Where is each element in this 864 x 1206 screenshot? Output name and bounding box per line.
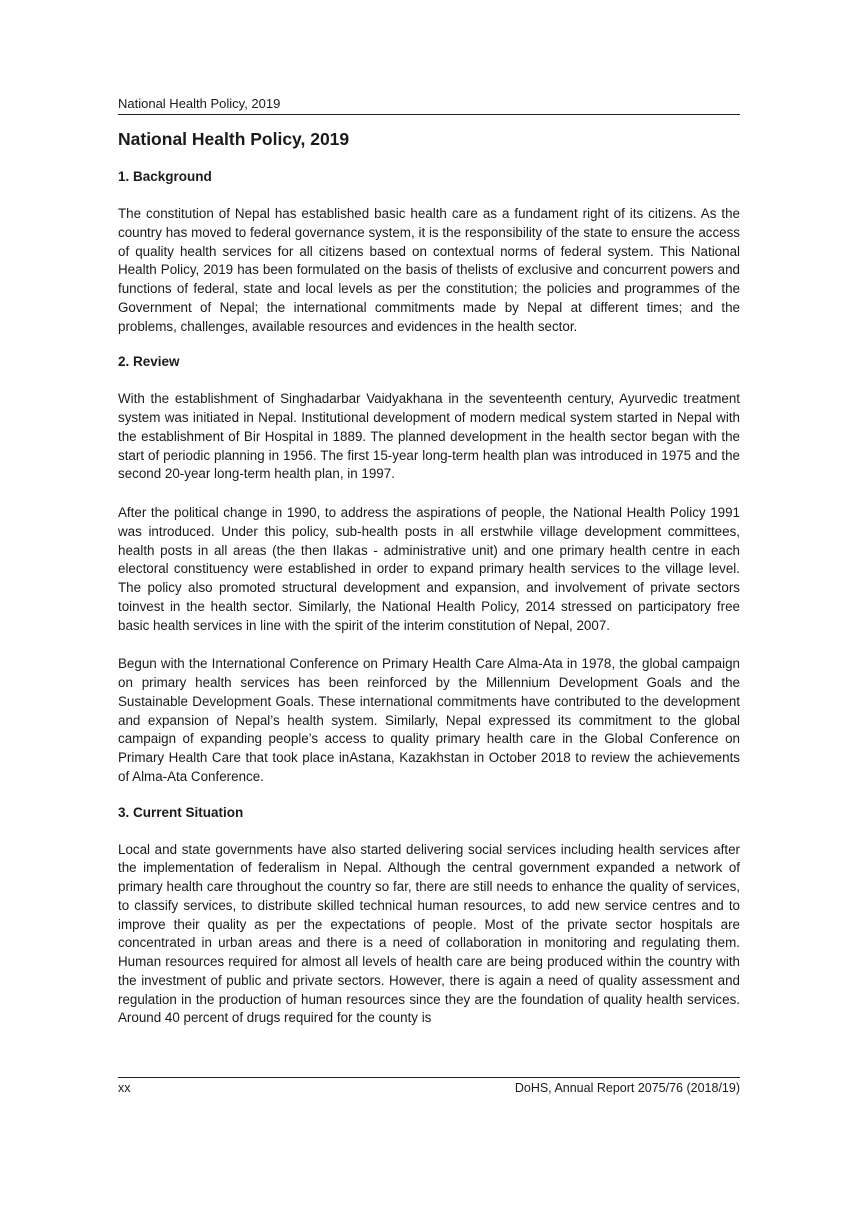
running-header: National Health Policy, 2019 [118, 96, 740, 115]
paragraph: Local and state governments have also started delivering social services including health services after the implementation of federalism in Nepal. Although the central government expanded a network of primary health care throughout the country so far, there are still needs to enhance the quality of services, to classify services, to distribute skilled technical human resources, to add new service centres and to improve their quality as per the expectations of people. Most of the private sector hospitals are concentrated in urban areas and there is a need of collaboration in monitoring and regulating them. Human resources required for almost all levels of health care are being produced within the country with the investment of public and private sectors. However, there is again a need of quality assessment and regulation in the production of human resources since they are the foundation of quality health services. Around 40 percent of drugs required for the county is [118, 841, 740, 1026]
document-title: National Health Policy, 2019 [118, 129, 350, 149]
paragraph: Begun with the International Conference on Primary Health Care Alma-Ata in 1978, the global campaign on primary health services has been reinforced by the Millennium Development Goals and the Sustainable Development Goals. These international commitments have contributed to the development and expansion of Nepal’s health system. Similarly, Nepal expressed its commitment to the global campaign of expanding people’s access to quality primary health care in the Global Conference on Primary Health Care that took place inAstana, Kazakhstan in October 2018 to review the achievements of Alma-Ata Conference. [118, 656, 740, 784]
section-heading-current-situation: 3. Current Situation [118, 804, 244, 820]
page-body [118, 96, 740, 1028]
page-number: xx [118, 1081, 131, 1095]
report-name: DoHS, Annual Report 2075/76 (2018/19) [514, 1081, 740, 1095]
page-footer [118, 1077, 740, 1097]
section-heading-review: 2. Review [118, 354, 180, 370]
paragraph: With the establishment of Singhadarbar Vaidyakhana in the seventeenth century, Ayurvedic treatment system was initiated in Nepal. Institutional development of modern medical system started in Nepal with the establishment of Bir Hospital in 1889. The planned development in the health sector began with the start of periodic planning in 1956. The first 15-year long-term health plan was introduced in 1975 and the second 20-year long-term health plan, in 1997. [118, 391, 740, 482]
paragraph: After the political change in 1990, to address the aspirations of people, the National Health Policy 1991 was introduced. Under this policy, sub-health posts in all erstwhile village development committees, health posts in all areas (the then Ilakas - administrative unit) and one primary health centre in each electoral constituency were established in order to expand primary health services to the village level. The policy also promoted structural development and expansion, and involvement of private sectors toinvest in the health sector. Similarly, the National Health Policy, 2014 stressed on participatory free basic health services in line with the spirit of the interim constitution of Nepal, 2007. [118, 505, 740, 633]
section-heading-background: 1. Background [118, 169, 212, 184]
paragraph: The constitution of Nepal has established basic health care as a fundament right of its citizens. As the country has moved to federal governance system, it is the responsibility of the state to ensure the access of quality health services for all citizens based on contextual norms of federal system. This National Health Policy, 2019 has been formulated on the basis of thelists of exclusive and concurrent powers and functions of federal, state and local levels as per the constitution; the policies and programmes of the Government of Nepal; the international commitments made by Nepal at different times; and the problems, challenges, available resources and evidences in the health sector. [118, 206, 740, 334]
